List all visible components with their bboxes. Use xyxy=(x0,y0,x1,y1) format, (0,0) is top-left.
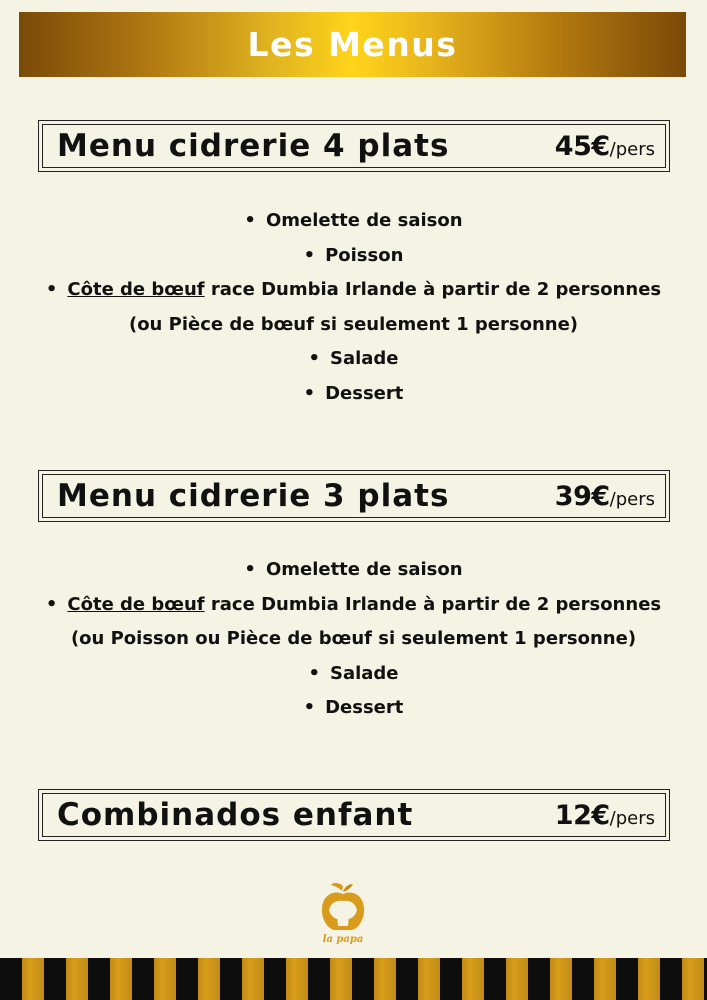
menu-header-4-plats xyxy=(38,120,670,172)
menu-header-3-plats xyxy=(38,470,670,522)
list-item: • Côte de bœuf race Dumbia Irlande à partir de 2 personnes xyxy=(45,279,662,300)
price-amount: 12€ xyxy=(554,800,610,831)
menu-header-enfant xyxy=(38,789,670,841)
price-amount: 45€ xyxy=(554,131,610,162)
list-item: • Salade xyxy=(308,348,399,369)
list-item: • Poisson xyxy=(303,244,404,266)
logo-text: la papa xyxy=(322,934,364,945)
menu-title: Combinados enfant xyxy=(57,797,414,833)
list-item: • Dessert xyxy=(303,382,404,404)
list-item: • Dessert xyxy=(303,697,404,718)
decorative-stripes xyxy=(0,958,707,1000)
list-item: • Côte de bœuf race Dumbia Irlande à partir de 2 personnes xyxy=(45,593,662,615)
price-unit: /pers xyxy=(609,139,655,160)
price-unit: /pers xyxy=(609,808,655,829)
underlined-dish: Côte de bœuf xyxy=(67,279,205,300)
price-amount: 39€ xyxy=(554,481,610,512)
menu-price xyxy=(555,131,655,162)
menu-title: Menu cidrerie 3 plats xyxy=(57,478,450,514)
page-title: Les Menus xyxy=(247,25,458,64)
underlined-dish: Côte de bœuf xyxy=(67,593,205,615)
list-item-note: (ou Poisson ou Pièce de bœuf si seulement 1 personne) xyxy=(70,628,637,649)
menu-price xyxy=(555,800,655,831)
list-item: • Salade xyxy=(308,662,399,684)
apple-logo-icon xyxy=(313,880,373,946)
list-item-note: (ou Pièce de bœuf si seulement 1 personne) xyxy=(128,313,579,335)
list-item: • Omelette de saison xyxy=(244,210,463,231)
list-item: • Omelette de saison xyxy=(244,559,463,580)
menu-title: Menu cidrerie 4 plats xyxy=(57,128,450,164)
menu-price xyxy=(555,481,655,512)
menu-items-4-plats xyxy=(0,204,707,411)
price-unit: /pers xyxy=(609,489,655,510)
menu-items-3-plats xyxy=(0,553,707,726)
header-banner xyxy=(19,12,686,77)
